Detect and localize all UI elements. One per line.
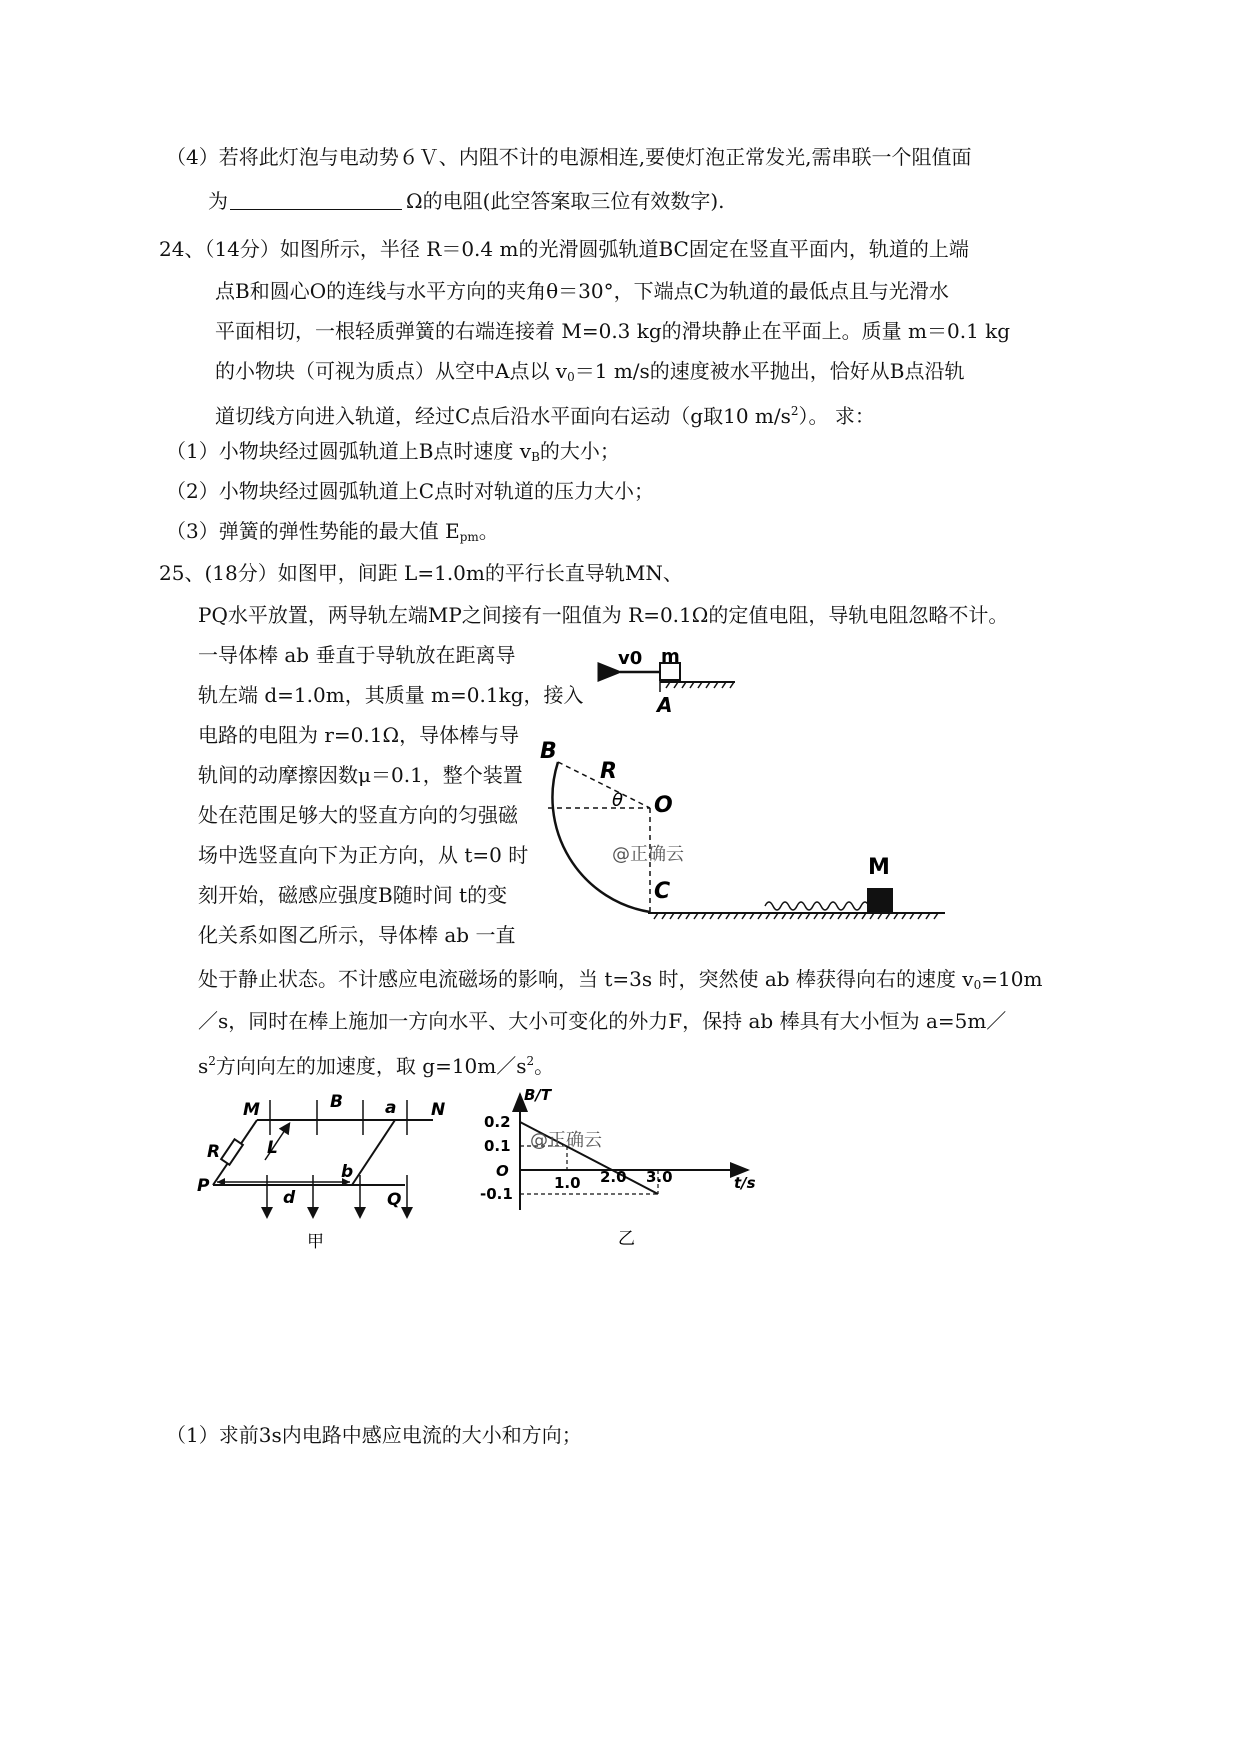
theta-label: θ — [612, 790, 624, 811]
q24-line5-pre: 道切线方向进入轨道，经过C点后沿水平面向右运动（g取10 m/s — [215, 404, 791, 428]
q-label-jia: Q — [387, 1190, 402, 1210]
r-label: R — [600, 759, 617, 784]
q24-line1: 24、（14分）如图所示，半径 R＝0.4 m的光滑圆弧轨道BC固定在竖直平面内，轨道的上端 — [159, 237, 969, 261]
caption-yi: 乙 — [618, 1229, 635, 1249]
ytick-0.1: 0.1 — [484, 1137, 511, 1155]
figure-yi — [478, 1082, 768, 1252]
q25-left-line7: 刻开始，磁感应强度B随时间 t的变 — [198, 883, 508, 907]
origin-label: O — [496, 1162, 509, 1180]
q25-left-line8: 化关系如图乙所示，导体棒 ab 一直 — [198, 923, 516, 947]
q23-4-line2-pre: 为 — [208, 189, 228, 213]
q24-line4-post: ＝1 m/s的速度被水平抛出，恰好从B点沿轨 — [574, 359, 965, 383]
arc-track — [552, 762, 650, 912]
q23-4-line2 — [208, 188, 725, 214]
q24-line4 — [215, 358, 965, 390]
q25-line13-mid: 方向向左的加速度，取 g=10m／s — [215, 1054, 527, 1078]
watermark-q24: @正确云 — [612, 844, 684, 865]
o-label: O — [654, 793, 673, 818]
q24-sub1-pre: （1）小物块经过圆弧轨道上B点时速度 v — [166, 439, 532, 463]
q24-line4-sub: 0 — [567, 370, 575, 384]
q24-sub3-sub: pm — [459, 530, 479, 544]
xtick-2.0: 2.0 — [600, 1168, 627, 1186]
q24-sub1 — [166, 438, 620, 470]
q25-left-line4: 轨间的动摩擦因数μ＝0.1，整个装置 — [198, 763, 523, 787]
r-label-jia: R — [207, 1142, 221, 1162]
q24-sub3 — [166, 518, 499, 550]
b-end-label-jia: b — [341, 1162, 354, 1182]
caption-jia: 甲 — [307, 1232, 324, 1252]
q24-sub3-post: 。 — [478, 519, 499, 543]
q25-line11-post: =10m — [981, 967, 1043, 991]
q25-line1: 25、(18分）如图甲，间距 L=1.0m的平行长直导轨MN、 — [159, 561, 683, 585]
figure-jia — [195, 1085, 445, 1255]
q24-sub1-sub: B — [531, 450, 540, 464]
q25-left-line2: 轨左端 d=1.0m，其质量 m=0.1kg，接入 — [198, 683, 584, 707]
q25-line11-pre: 处于静止状态。不计感应电流磁场的影响，当 t=3s 时，突然使 ab 棒获得向右的速度 v — [198, 967, 974, 991]
q25-line13-sup: 2 — [208, 1054, 216, 1068]
rod-ab — [352, 1120, 395, 1185]
q25-line13-post: 。 — [534, 1054, 555, 1078]
q25-line13-sup2: 2 — [526, 1054, 535, 1068]
b-label: B — [540, 739, 557, 764]
q25-line11-sub: 0 — [973, 978, 982, 992]
block-big-m — [867, 888, 893, 913]
l-label-jia: L — [267, 1138, 278, 1158]
m-label: m — [661, 646, 680, 667]
p-label-jia: P — [197, 1176, 210, 1196]
q24-sub1-post: 的大小； — [539, 439, 620, 463]
y-label: B/T — [524, 1086, 552, 1104]
a-label: A — [657, 693, 673, 717]
q25-line13 — [198, 1048, 554, 1079]
c-label: C — [654, 879, 671, 904]
q24-line5-post: ）。 求： — [798, 404, 875, 428]
answer-blank[interactable] — [230, 189, 402, 210]
a-label-jia: a — [385, 1098, 397, 1118]
xtick-1.0: 1.0 — [554, 1174, 581, 1192]
q25-line13-pre: s — [198, 1054, 209, 1078]
q25-left-line1: 一导体棒 ab 垂直于导轨放在距离导 — [198, 643, 516, 667]
xtick-3.0: 3.0 — [646, 1168, 673, 1186]
resistor-r — [221, 1139, 243, 1164]
q24-line4-pre: 的小物块（可视为质点）从空中A点以 v — [215, 359, 568, 383]
ytick-neg0.1: -0.1 — [480, 1185, 513, 1203]
q24-line3: 平面相切，一根轻质弹簧的右端连接着 M=0.3 kg的滑块静止在平面上。质量 m＝0.1 kg — [215, 319, 1011, 343]
watermark-yi: @正确云 — [530, 1130, 602, 1151]
q25-left-line3: 电路的电阻为 r=0.1Ω，导体棒与导 — [198, 723, 520, 747]
ytick-0.2: 0.2 — [484, 1113, 511, 1131]
v0-label: v0 — [618, 648, 643, 669]
big-m-label: M — [868, 855, 890, 880]
q25-sub1: （1）求前3s内电路中感应电流的大小和方向； — [166, 1423, 582, 1447]
n-label-jia: N — [431, 1100, 445, 1120]
q25-line11 — [198, 966, 1042, 998]
q25-line12: ／s，同时在棒上施加一方向水平、大小可变化的外力F，保持 ab 棒具有大小恒为 a=5m／ — [198, 1009, 1007, 1033]
q24-line2: 点B和圆心O的连线与水平方向的夹角θ＝30°，下端点C为轨道的最低点且与光滑水 — [215, 279, 949, 303]
x-label: t/s — [734, 1174, 756, 1192]
figure-q24-track — [520, 630, 950, 930]
q25-left-line5: 处在范围足够大的竖直方向的匀强磁 — [198, 803, 518, 827]
b-label-jia: B — [330, 1092, 343, 1112]
q24-sub2: （2）小物块经过圆弧轨道上C点时对轨道的压力大小； — [166, 479, 655, 503]
q24-line5-sup: 2 — [790, 404, 799, 418]
m-label-jia: M — [243, 1100, 260, 1120]
q25-line2: PQ水平放置，两导轨左端MP之间接有一阻值为 R=0.1Ω的定值电阻，导轨电阻忽略不计。 — [198, 603, 1009, 627]
q25-left-line6: 场中选竖直向下为正方向，从 t=0 时 — [198, 843, 529, 867]
q23-4-line2-post: Ω的电阻(此空答案取三位有效数字). — [406, 189, 725, 213]
q24-line5 — [215, 398, 875, 429]
q24-sub3-pre: （3）弹簧的弹性势能的最大值 E — [166, 519, 460, 543]
spring — [765, 902, 881, 910]
q23-4-line1: （4）若将此灯泡与电动势６Ｖ、内阻不计的电源相连,要使灯泡正常发光,需串联一个阻值面 — [166, 145, 972, 169]
d-label-jia: d — [283, 1188, 296, 1208]
